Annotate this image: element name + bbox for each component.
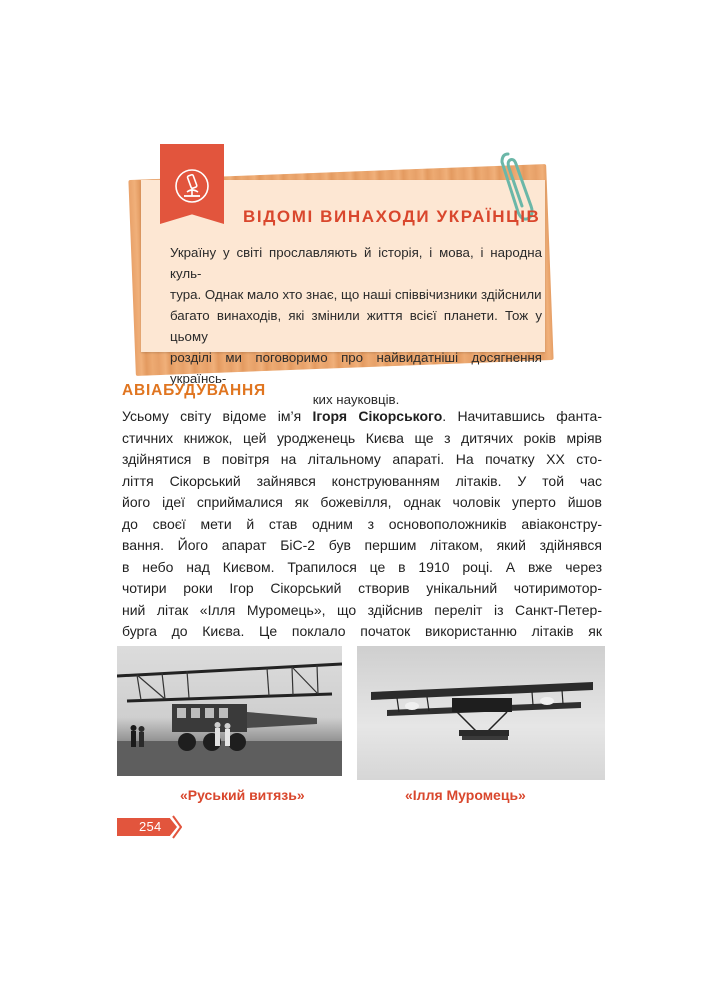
body-line: ліття Сікорський зайнявся конструюванням літаків. У той час [122,472,602,489]
card-line: багато винаходів, які змінили життя всієї планети. Тож у цьому [170,308,542,344]
section-body [122,406,602,664]
section-title: АВІАБУДУВАННЯ [122,382,266,399]
photo-illya-muromets [357,646,605,780]
body-line: здійнятися в повітря на літальному апараті. На початку ХХ сто- [122,451,602,467]
page-number: 254 [139,819,162,834]
card-line: розділі ми поговоримо про найвидатніші досягнення українсь- [170,350,542,386]
body-line: чотири роки Ігор Сікорський створив унікальний чотиримотор- [122,580,602,596]
body-line: стичних книжок, цей уродженець Києва ще з дитячих років мріяв [122,429,602,446]
photo-caption: «Ілля Муромець» [405,787,526,803]
biplane-flight-photo [357,646,605,780]
body-line: його ідеї сприймалися як божевілля, однак чоловік уперто йшов [122,494,602,510]
photo-caption: «Руський витязь» [180,787,305,803]
body-line: до своєї мети й став одним з основоположників авіаконстру- [122,515,602,532]
chevron-right-icon [172,815,182,839]
body-line: Усьому світу відоме ім’я Ігоря Сікорського. Начитавшись фанта- [122,408,602,424]
body-line: бурга до Києва. Це поклало початок використанню літаків як [122,623,602,639]
card-line: Україну у світі прославляють й історія, і мова, і народна куль- [170,245,542,281]
card-line: ких науковців. [312,392,400,407]
microscope-icon [174,166,210,206]
biplane-ground-photo [117,646,342,776]
body-line: ний літак «Ілля Муромець», що здійснив переліт із Санкт-Петер- [122,601,602,618]
photo-ruskiy-vytyaz [117,646,342,776]
card-line: тура. Однак мало хто знає, що наші співвічизники здійснили [170,287,542,302]
body-line: вання. Його апарат БіС-2 був першим літаком, який здійнявся [122,537,602,553]
card-title: ВІДОМІ ВИНАХОДИ УКРАЇНЦІВ [243,207,541,226]
body-line: в небо над Києвом. Трапилося це в 1910 році. А вже через [122,558,602,575]
person-name: Ігоря Сікорського [312,408,443,424]
